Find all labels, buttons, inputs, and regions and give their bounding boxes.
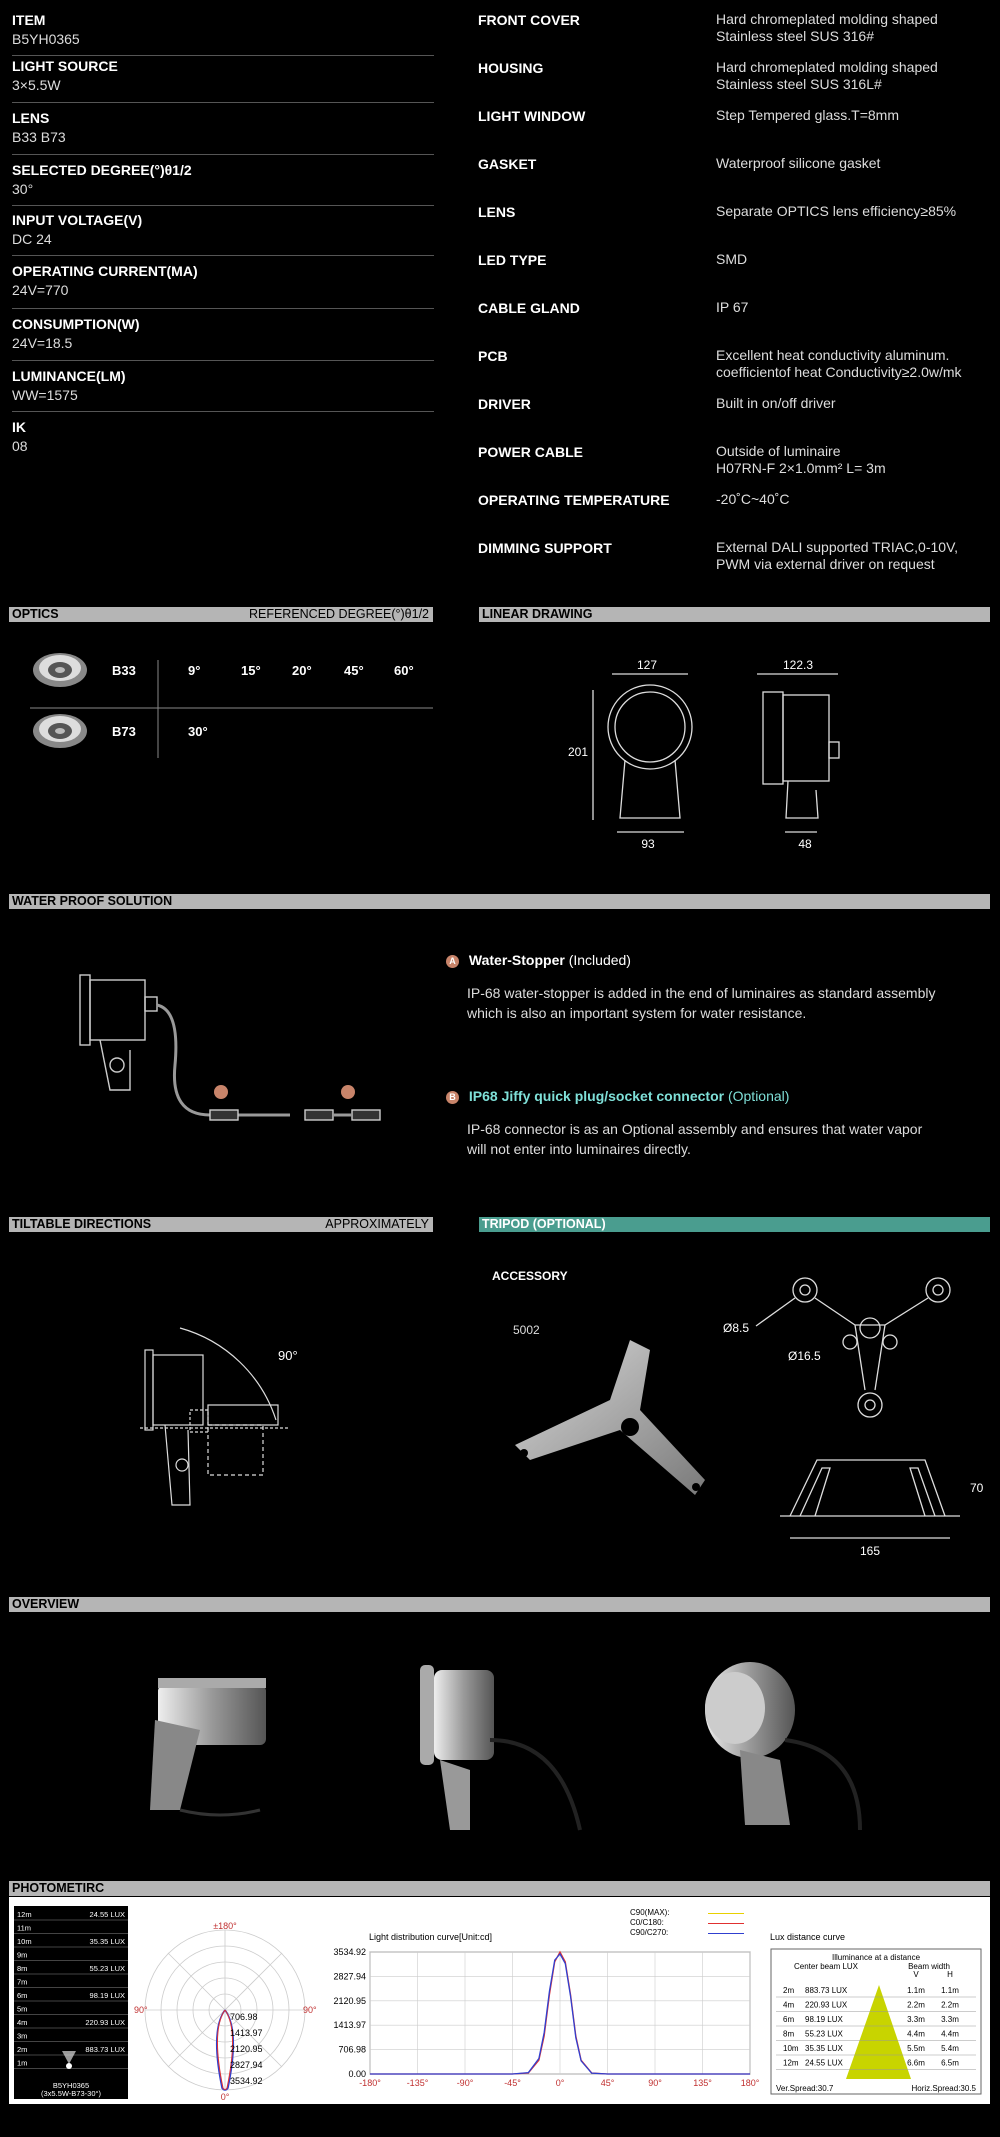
- isolux-distance: 6m: [17, 1991, 28, 2000]
- spec-left-row: [12, 162, 434, 206]
- spec-right-value: [716, 299, 748, 316]
- isolux-lux: 55.23 LUX: [89, 1964, 125, 1973]
- optics-degree: 9°: [188, 663, 201, 678]
- dim-201: 201: [568, 745, 589, 759]
- tiltable-title: TILTABLE DIRECTIONS: [12, 1217, 152, 1231]
- optics-degree: 20°: [292, 663, 312, 678]
- linear-bar: [479, 607, 990, 622]
- lux-row-v: 2.2m: [907, 2000, 925, 2010]
- isolux-distance: 3m: [17, 2031, 28, 2041]
- polar-value: 2120.95: [230, 2044, 263, 2054]
- spec-right-value: [716, 539, 958, 573]
- lux-row-lux: 55.23 LUX: [805, 2029, 843, 2039]
- isolux-lux: 883.73 LUX: [85, 2045, 125, 2054]
- spec-left-key: LIGHT SOURCE: [12, 58, 118, 74]
- spec-right-value-line1: Hard chromeplated molding shaped: [716, 11, 938, 27]
- lux-row-lux: 883.73 LUX: [805, 1986, 848, 1995]
- spec-right-value-line1: Hard chromeplated molding shaped: [716, 59, 938, 75]
- spec-right-key: DIMMING SUPPORT: [478, 540, 612, 556]
- lux-row-h: 4.4m: [941, 2029, 959, 2039]
- marker-b: [341, 1085, 355, 1099]
- horiz-spread: Horiz.Spread:30.5: [911, 2084, 976, 2093]
- spec-right-value: [716, 443, 886, 477]
- vert-spread: Ver.Spread:30.7: [776, 2084, 834, 2093]
- lux-row-distance: 12m: [783, 2058, 799, 2068]
- dim-48: 48: [798, 837, 812, 851]
- spec-left-value: 3×5.5W: [12, 77, 61, 93]
- chart-ytick: 2827.94: [333, 1971, 366, 1982]
- isolux-lux: 98.19 LUX: [89, 1991, 125, 2000]
- spec-left-value: B33 B73: [12, 129, 66, 145]
- lux-row-v: 5.5m: [907, 2044, 925, 2053]
- b-chip: B: [446, 1091, 459, 1104]
- chart-ytick: 1413.97: [333, 2020, 366, 2031]
- a-text-2: which is also an important system for water resistance.: [467, 1005, 807, 1021]
- spec-right-value: [716, 251, 747, 268]
- polar-diagram: [134, 1920, 317, 2102]
- lux-row-h: 6.5m: [941, 2058, 959, 2068]
- spec-right-value-line1: Step Tempered glass.T=8mm: [716, 107, 899, 123]
- spec-right-value-line2: H07RN-F 2×1.0mm² L= 3m: [716, 460, 886, 476]
- isolux-distance: 12m: [17, 1910, 32, 1919]
- chart-xtick: 180°: [740, 2078, 760, 2088]
- spec-right-key: LENS: [478, 204, 516, 220]
- spec-right-value-line2: Stainless steel SUS 316#: [716, 28, 874, 44]
- optics-bar: [9, 607, 433, 622]
- spec-left-value: 24V=18.5: [12, 335, 73, 351]
- dim-d165: Ø16.5: [788, 1349, 821, 1363]
- spec-right-value: [716, 155, 880, 172]
- tilt-drawing: [130, 1320, 330, 1510]
- spec-right-value: [716, 59, 938, 93]
- isolux-distance: 1m: [17, 2058, 28, 2068]
- chart-ytick: 706.98: [338, 2044, 366, 2055]
- a-text-1: IP-68 water-stopper is added in the end of luminaires as standard assembly: [467, 985, 936, 1001]
- waterproof-illustration: [70, 965, 410, 1135]
- optics-degree: 45°: [344, 663, 364, 678]
- spec-right-key: OPERATING TEMPERATURE: [478, 492, 670, 508]
- isolux-lux: 35.35 LUX: [89, 1937, 125, 1946]
- overview-bar: [9, 1597, 990, 1612]
- spec-left-row: [12, 110, 434, 155]
- b-text-1: IP-68 connector is as an Optional assembly and ensures that water vapor: [467, 1121, 923, 1137]
- spec-left-key: LENS: [12, 110, 50, 126]
- isolux-caption-2: (3x5.5W-B73-30°): [41, 2089, 101, 2098]
- spec-right-key: DRIVER: [478, 396, 531, 412]
- spec-left-value: 30°: [12, 181, 34, 197]
- spec-left-value: DC 24: [12, 231, 52, 247]
- chart-xtick: -135°: [406, 2078, 429, 2088]
- isolux-lux: 220.93 LUX: [85, 2018, 125, 2027]
- dim-122: 122.3: [782, 658, 814, 672]
- spec-left-value: WW=1575: [12, 387, 78, 403]
- spec-right-key: PCB: [478, 348, 508, 364]
- optics-title: OPTICS: [12, 607, 59, 621]
- spec-left-key: IK: [12, 419, 26, 435]
- spec-right-value-line1: Excellent heat conductivity aluminum.: [716, 347, 950, 363]
- water-stopper-heading: [446, 952, 631, 968]
- polar-bottom-label: 0°: [220, 2092, 230, 2102]
- photometric-title: PHOTOMETIRC: [12, 1881, 105, 1895]
- legend-item: [630, 1908, 750, 1918]
- tiltable-bar: [9, 1217, 433, 1232]
- optics-degree: 60°: [394, 663, 414, 678]
- a-chip: A: [446, 955, 459, 968]
- polar-value: 2827.94: [230, 2060, 263, 2070]
- lux-row-distance: 8m: [783, 2029, 795, 2039]
- spec-right-value-line1: SMD: [716, 251, 748, 267]
- isolux-distance: 8m: [17, 1964, 28, 1973]
- accessory-label: ACCESSORY: [492, 1269, 568, 1283]
- isolux-lux: 24.55 LUX: [89, 1910, 125, 1919]
- spec-left-key: INPUT VOLTAGE(V): [12, 212, 143, 228]
- legend-item: [630, 1928, 750, 1938]
- spec-right-key: HOUSING: [478, 60, 544, 76]
- curve-title: Light distribution curve[Unit:cd]: [369, 1932, 493, 1942]
- spec-right-value: [716, 203, 956, 220]
- dim-165: 165: [859, 1544, 881, 1558]
- polar-value: 706.98: [230, 2012, 258, 2022]
- b-description: [467, 1119, 922, 1159]
- lux-row-lux: 98.19 LUX: [805, 2015, 843, 2024]
- chart-xtick: -45°: [504, 2078, 521, 2088]
- light-distribution-chart: [320, 1944, 760, 2094]
- spec-left-value: B5YH0365: [12, 31, 80, 47]
- legend-item: [630, 1918, 750, 1928]
- polar-value: 3534.92: [230, 2076, 263, 2086]
- a-suffix: (Included): [564, 952, 631, 968]
- b-title: IP68 Jiffy quick plug/socket connector: [468, 1088, 725, 1104]
- lux-distance-table: [771, 1949, 981, 2094]
- tiltable-right-label: APPROXIMATELY: [325, 1217, 429, 1231]
- lux-table-title: Illuminance at a distance: [831, 1953, 921, 1962]
- overview-photos: [140, 1660, 880, 1830]
- isolux-distance: 9m: [17, 1950, 28, 1960]
- spec-left-row: [12, 212, 434, 256]
- lux-row-v: 1.1m: [907, 1986, 925, 1995]
- legend-swatch: [708, 1923, 744, 1924]
- lux-head-h: H: [947, 1970, 953, 1979]
- optics-right-label: REFERENCED DEGREE(°)θ1/2: [248, 607, 429, 621]
- lux-head-beam: Beam width: [908, 1962, 950, 1971]
- lux-row-h: 1.1m: [941, 1986, 959, 1995]
- spec-right-key: LIGHT WINDOW: [478, 108, 586, 124]
- isolux-distance: 2m: [17, 2045, 28, 2054]
- lux-row-lux: 35.35 LUX: [805, 2044, 843, 2053]
- linear-title: LINEAR DRAWING: [482, 607, 593, 621]
- isolux-distance: 11m: [17, 1923, 32, 1933]
- spec-right-value-line2: PWM via external driver on request: [716, 556, 935, 572]
- legend-label: C90/C270:: [630, 1928, 669, 1937]
- chart-xtick: 0°: [555, 2078, 565, 2088]
- spec-right-value: [716, 11, 938, 45]
- optics-lens-name: B33: [112, 663, 136, 678]
- spec-right-value-line1: Separate OPTICS lens efficiency≥85%: [716, 203, 957, 219]
- spec-left-value: 08: [12, 438, 28, 454]
- waterproof-title: WATER PROOF SOLUTION: [12, 894, 173, 908]
- tilt-angle-label: 90°: [278, 1348, 298, 1363]
- spec-left-row: [12, 368, 434, 412]
- overview-photo-3: [705, 1662, 860, 1830]
- isolux-caption-1: B5YH0365: [52, 2081, 90, 2090]
- spec-right-value-line1: Waterproof silicone gasket: [716, 155, 881, 171]
- chart-xtick: -180°: [359, 2078, 381, 2088]
- lens-image-b33: [33, 653, 87, 687]
- spec-right-value: [716, 107, 899, 124]
- lux-row-h: 3.3m: [941, 2015, 959, 2024]
- connector-heading: [446, 1088, 789, 1104]
- spec-right-value-line1: External DALI supported TRIAC,0-10V,: [716, 539, 959, 555]
- isolux-distance: 5m: [17, 2004, 28, 2014]
- spec-left-key: ITEM: [12, 12, 46, 28]
- isolux-distance: 7m: [17, 1977, 28, 1987]
- optics-degree: 30°: [188, 724, 208, 739]
- lux-row-h: 5.4m: [941, 2044, 959, 2053]
- lux-row-distance: 4m: [783, 2000, 795, 2010]
- lux-row-v: 6.6m: [907, 2058, 925, 2068]
- spec-left-row: [12, 58, 434, 103]
- lux-row-lux: 24.55 LUX: [805, 2058, 843, 2068]
- linear-drawing: [560, 650, 860, 860]
- isolux-distance: 4m: [17, 2018, 28, 2027]
- photometric-bar: [9, 1881, 990, 1896]
- chart-xtick: 135°: [693, 2078, 712, 2088]
- spec-right-value: [716, 395, 836, 412]
- spec-left-row: [12, 263, 434, 309]
- chart-ytick: 2120.95: [333, 1995, 366, 2006]
- lux-head-center: Center beam LUX: [793, 1962, 859, 1971]
- polar-value: 1413.97: [230, 2028, 263, 2038]
- polar-left-label: 90°: [134, 2005, 148, 2015]
- optics-table: [0, 630, 440, 770]
- spec-right-value: [716, 347, 962, 381]
- dim-70: 70: [970, 1481, 984, 1495]
- spec-right-key: FRONT COVER: [478, 12, 580, 28]
- legend-label: C0/C180:: [630, 1918, 664, 1927]
- legend-swatch: [708, 1913, 744, 1914]
- waterproof-bar: [9, 894, 990, 909]
- spec-right-value-line2: coefficientof heat Conductivity≥2.0w/mk: [716, 364, 962, 380]
- dim-127: 127: [636, 658, 658, 672]
- dim-d85: Ø8.5: [723, 1321, 750, 1335]
- overview-photo-2: [420, 1665, 580, 1830]
- spec-right-value-line1: IP 67: [716, 299, 749, 315]
- tripod-photo: [500, 1330, 730, 1510]
- chart-xtick: -90°: [456, 2078, 474, 2088]
- spec-right-key: POWER CABLE: [478, 444, 583, 460]
- lux-row-distance: 10m: [783, 2044, 799, 2053]
- spec-left-key: LUMINANCE(LM): [12, 368, 126, 384]
- accessory-code: 5002: [513, 1323, 540, 1337]
- overview-photo-1: [150, 1678, 266, 1815]
- spec-right-key: CABLE GLAND: [478, 300, 580, 316]
- optics-lens-name: B73: [112, 724, 136, 739]
- spec-right-value-line1: -20˚C~40˚C: [716, 491, 790, 507]
- tripod-drawing: [720, 1260, 984, 1560]
- lux-row-v: 3.3m: [907, 2015, 925, 2024]
- marker-a: [214, 1085, 228, 1099]
- spec-left-key: OPERATING CURRENT(MA): [12, 263, 198, 279]
- polar-top-label: ±180°: [213, 1921, 237, 1931]
- legend-swatch: [708, 1933, 744, 1934]
- lens-image-b73: [33, 714, 87, 748]
- a-description: [467, 983, 935, 1023]
- dim-93: 93: [641, 837, 655, 851]
- chart-xtick: 45°: [600, 2078, 615, 2088]
- legend-label: C90(MAX):: [630, 1908, 670, 1917]
- isolux-panel: [14, 1906, 128, 2099]
- polar-right-label: 90°: [303, 2005, 317, 2015]
- chart-xtick: 90°: [648, 2078, 662, 2088]
- spec-left-row: [12, 12, 434, 56]
- chart-ytick: 3534.92: [333, 1947, 366, 1957]
- chart-ytick: 0.00: [348, 2069, 366, 2079]
- b-suffix: (Optional): [724, 1088, 790, 1104]
- spec-left-key: SELECTED DEGREE(°)θ1/2: [12, 162, 192, 178]
- spec-left-row: [12, 316, 434, 361]
- spec-right-key: LED TYPE: [478, 252, 547, 268]
- lux-row-distance: 2m: [783, 1986, 795, 1995]
- tripod-bar: [479, 1217, 990, 1232]
- a-title: Water-Stopper: [468, 952, 565, 968]
- optics-degree: 15°: [241, 663, 261, 678]
- b-text-2: will not enter into luminaires directly.: [467, 1141, 691, 1157]
- lux-row-lux: 220.93 LUX: [805, 2000, 848, 2010]
- spec-right-value-line1: Built in on/off driver: [716, 395, 836, 411]
- spec-right-value: [716, 491, 790, 508]
- lux-row-v: 4.4m: [907, 2029, 925, 2039]
- spec-left-key: CONSUMPTION(W): [12, 316, 140, 332]
- spec-left-value: 24V=770: [12, 282, 69, 298]
- spec-left-row: [12, 419, 434, 459]
- spec-right-key: GASKET: [478, 156, 537, 172]
- tripod-title: TRIPOD (OPTIONAL): [482, 1217, 606, 1231]
- lux-row-h: 2.2m: [941, 2000, 959, 2010]
- spec-right-value-line1: Outside of luminaire: [716, 443, 841, 459]
- lux-row-distance: 6m: [783, 2015, 795, 2024]
- overview-title: OVERVIEW: [12, 1597, 80, 1611]
- lux-head-v: V: [913, 1970, 919, 1979]
- spec-right-value-line2: Stainless steel SUS 316L#: [716, 76, 882, 92]
- isolux-distance: 10m: [17, 1937, 32, 1946]
- lux-distance-title: Lux distance curve: [770, 1932, 846, 1942]
